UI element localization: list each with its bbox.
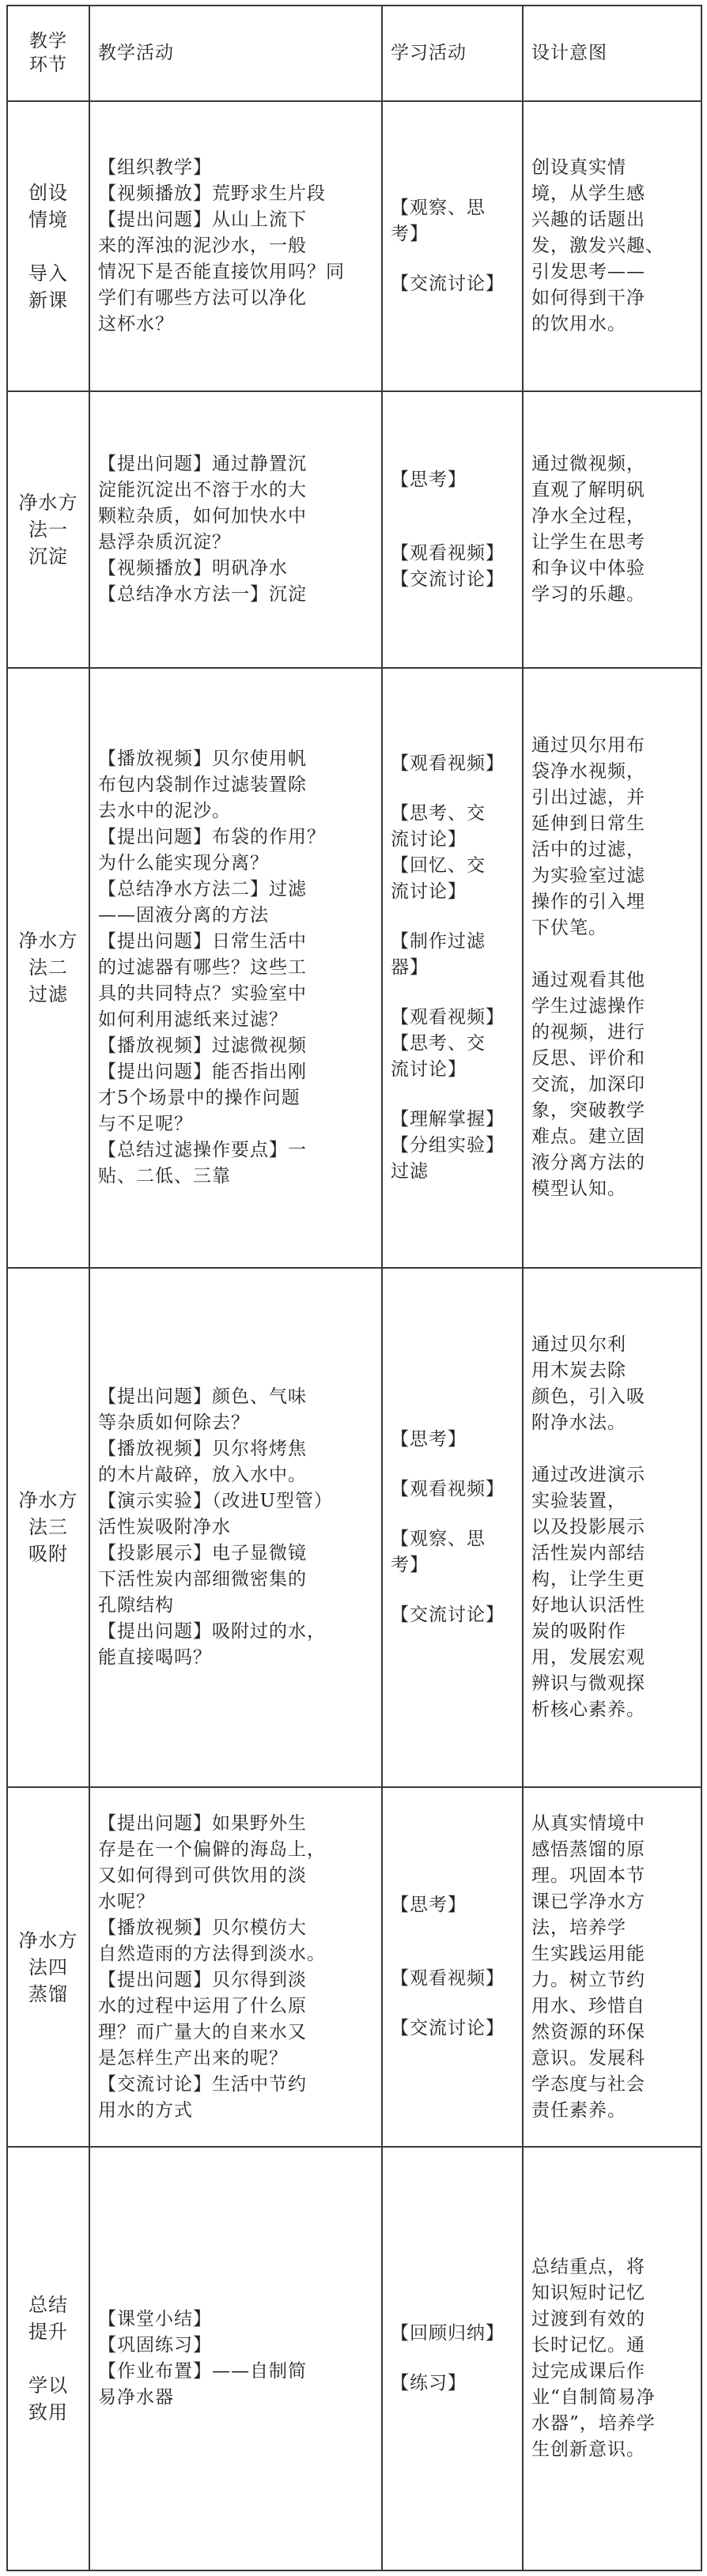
teaching-line: 贴、二低、三靠 [98,1165,231,1186]
teaching-line: 这杯水？ [98,314,174,335]
teaching-line: 【提出问题】颜色、气味 [98,1386,307,1407]
teaching-line: 【播放视频】贝尔模仿大 [98,1917,307,1938]
learning-line: 【理解掌握】 [391,1108,505,1130]
stage-line: 导入 [28,262,68,285]
learning-line: 【练习】 [391,2373,467,2394]
design-line: 感悟蒸馏的原 [531,1839,645,1860]
teaching-line: 的木片敲碎，放入水中。 [98,1464,307,1485]
stage-line: 致用 [28,2401,68,2424]
teaching-line: 【提出问题】从山上流下 [98,209,307,231]
design-line: 如何得到干净 [531,288,645,309]
design-line: 用水、珍惜自 [531,1995,645,2016]
lesson-plan-table [6,5,702,2571]
design-line: 过渡到有效的 [531,2309,645,2330]
learning-line: 【交流讨论】 [391,1604,505,1625]
teaching-activity-cell [89,391,382,668]
teaching-line: 来的浑浊的泥沙水，一般 [98,236,307,257]
teaching-line: 理？而广量大的自来水又 [98,2021,307,2042]
teaching-line: 存是在一个偏僻的海岛上， [98,1839,326,1860]
teaching-line: 情况下是否能直接饮用吗？同 [98,262,345,283]
stage-cell [7,101,89,391]
design-line: 通过观看其他 [531,970,645,991]
learning-line: 【回忆、交 [391,854,486,876]
teaching-line: 等杂质如何除去？ [98,1412,250,1433]
learning-activity-cell [382,668,523,1268]
design-line: 责任素养。 [531,2099,626,2121]
teaching-line: 下活性炭内部细微密集的 [98,1568,307,1590]
table-row [7,2147,701,2570]
stage-line: 法一 [28,519,68,541]
learning-line: 【观察、思考】 [391,1528,486,1575]
teaching-line: 【演示实验】（改进U型管） [98,1490,333,1511]
design-intent-cell [523,2147,701,2570]
stage-cell [7,391,89,668]
stage-line: 法二 [28,956,68,979]
line-gap [391,1918,514,1942]
table-header-row [7,6,701,101]
learning-line: 【观看视频】 [391,1968,505,1990]
line-gap [391,1503,514,1526]
line-gap [391,981,514,1005]
design-line: 通过贝尔利 [531,1333,626,1355]
design-line: 以及投影展示 [531,1516,645,1537]
design-line: 通过贝尔用布 [531,735,645,756]
stage-line: 净水方 [18,1489,78,1512]
teaching-line: 【提出问题】贝尔得到淡 [98,1969,307,1990]
design-line: 从真实情境中 [531,1812,645,1834]
design-intent-cell [523,391,701,668]
design-line: 辨识与微观探 [531,1673,645,1694]
learning-line: 【思考】 [391,469,467,490]
design-line: 的视频，进行 [531,1022,645,1043]
teaching-line: 【提出问题】能否指出刚 [98,1061,307,1082]
design-line: 引发思考—— [531,262,645,283]
teaching-line: 【视频播放】荒野求生片段 [98,183,326,205]
header-teaching-activity: 教学活动 [89,6,382,101]
teaching-activity-cell [89,668,382,1268]
line-gap [391,493,514,517]
design-line: 用木炭去除 [531,1360,626,1381]
learning-line: 【思考、交 [391,1032,486,1054]
teaching-line: 才5个场景中的操作问题 [98,1087,301,1108]
teaching-line: 【提出问题】通过静置沉 [98,454,307,475]
design-line: 活性炭内部结 [531,1542,645,1563]
teaching-line: 又如何得到可供饮用的淡 [98,1865,307,1886]
design-line: 实验装置， [531,1490,626,1511]
teaching-line: 为什么能实现分离？ [98,852,269,873]
design-line: 意识。发展科 [531,2047,645,2069]
learning-line: 流讨论】 [391,1058,467,1080]
teaching-line: 水呢？ [98,1891,155,1912]
teaching-line: 【提出问题】布袋的作用？ [98,826,326,847]
table-row [7,1268,701,1788]
line-gap [16,233,81,260]
learning-line: 【观察、思考】 [391,198,486,245]
design-line: 构，让学生更 [531,1568,645,1590]
table-row [7,101,701,391]
stage-line: 法四 [28,1956,68,1978]
design-intent-cell [523,1787,701,2147]
learning-activity-cell [382,2147,523,2570]
learning-line: 【观看视频】 [391,1478,505,1499]
design-line: 通过微视频， [531,454,645,475]
design-line: 析核心素养。 [531,1699,645,1720]
learning-line: 流讨论】 [391,881,467,902]
header-design-intent: 设计意图 [523,6,701,101]
line-gap [391,1083,514,1107]
learning-activity-cell [382,1268,523,1788]
design-intent-cell [523,668,701,1268]
teaching-line: 学们有哪些方法可以净化 [98,288,307,309]
design-line: 附净水法。 [531,1412,626,1433]
header-stage [7,6,89,101]
design-line: 炭的吸附作 [531,1620,626,1642]
stage-cell [7,1787,89,2147]
teaching-line: 易净水器 [98,2387,174,2408]
line-gap [391,1942,514,1966]
design-line: 知识短时记忆 [531,2283,645,2304]
teaching-line: 【视频播放】明矾净水 [98,558,288,579]
teaching-line: 【播放视频】贝尔使用帆 [98,748,307,769]
line-gap [391,1992,514,2016]
teaching-line: 【作业布置】——自制简 [98,2361,307,2382]
design-line: 象，突破教学 [531,1100,645,1122]
teaching-line: 【总结净水方法二】过滤 [98,878,307,900]
design-intent-cell [523,1268,701,1788]
teaching-line: 【课堂小结】 [98,2309,212,2330]
stage-line: 提升 [28,2321,68,2344]
design-line: 创设真实情 [531,157,626,179]
teaching-line: 如何利用滤纸来过滤？ [98,1009,288,1030]
line-gap [391,2347,514,2370]
stage-line: 蒸馏 [28,1982,68,2005]
learning-activity-cell [382,1787,523,2147]
learning-line: 【分组实验】 [391,1134,505,1156]
stage-line: 净水方 [18,930,78,952]
line-gap [391,1578,514,1602]
teaching-line: 【总结过滤操作要点】一 [98,1139,307,1160]
teaching-line: 是怎样生产出来的呢？ [98,2047,288,2069]
line-gap [391,247,514,271]
design-line: 的饮用水。 [531,314,626,335]
teaching-line: 的过滤器有哪些？这些工 [98,956,307,978]
line-gap [391,777,514,801]
teaching-line: 布包内袋制作过滤装置除 [98,774,307,795]
learning-line: 【交流讨论】 [391,2018,505,2039]
learning-line: 【思考、交 [391,802,486,824]
design-line: 交流，加深印 [531,1074,645,1096]
stage-line: 净水方 [18,492,78,515]
teaching-line: 【播放视频】贝尔将烤焦 [98,1438,307,1459]
learning-line: 【观看视频】 [391,752,505,774]
line-gap [391,517,514,541]
teaching-line: 去水中的泥沙。 [98,800,231,821]
teaching-line: 【组织教学】 [98,157,212,179]
teaching-line: 自然造雨的方法得到淡水。 [98,1943,326,1964]
design-line: 理。巩固本节 [531,1865,645,1886]
design-line: 净水全过程， [531,506,645,527]
design-line: 发，激发兴趣、 [531,236,664,257]
stage-line: 沉淀 [28,545,68,568]
header-stage-line: 环节 [29,55,67,76]
design-line: 下伏笔。 [531,918,607,939]
teaching-activity-cell [89,2147,382,2570]
design-line: 和争议中体验 [531,558,645,579]
design-intent-cell [523,101,701,391]
design-line: 用，发展宏观 [531,1646,645,1668]
teaching-activity-cell [89,1787,382,2147]
stage-line: 吸附 [28,1543,68,1566]
table-body [7,6,701,2570]
design-line: 学生过滤操作 [531,996,645,1017]
table-row [7,391,701,668]
design-line: 模型认知。 [531,1179,626,1200]
stage-line: 新课 [28,289,68,311]
learning-line: 【交流讨论】 [391,568,505,590]
teaching-line: 【播放视频】过滤微视频 [98,1035,307,1056]
learning-line: 【回顾归纳】 [391,2323,505,2344]
learning-line: 流讨论】 [391,828,467,850]
line-gap [531,941,693,967]
learning-line: 【思考】 [391,1895,467,1916]
design-line: 兴趣的话题出 [531,209,645,231]
design-line: 延伸到日常生 [531,813,645,835]
teaching-line: 颗粒杂质，如何加快水中 [98,506,307,527]
design-line: 生创新意识。 [531,2439,645,2461]
design-line: 好地认识活性 [531,1594,645,1616]
teaching-activity-cell [89,101,382,391]
table-row [7,668,701,1268]
design-line: 长时记忆。通 [531,2335,645,2356]
teaching-line: 孔隙结构 [98,1594,174,1616]
header-stage-line: 教学 [29,31,67,52]
learning-line: 【制作过滤器】 [391,930,486,978]
stage-line: 法三 [28,1516,68,1539]
teaching-line: 【总结净水方法一】沉淀 [98,584,307,605]
stage-line: 净水方 [18,1929,78,1952]
design-line: 活中的过滤， [531,839,645,861]
design-line: 境，从学生感 [531,183,645,205]
teaching-line: 【交流讨论】生活中节约 [98,2073,307,2095]
stage-line: 总结 [28,2294,68,2317]
stage-line: 情境 [28,208,68,231]
design-line: 过完成课后作 [531,2361,645,2382]
teaching-line: 【巩固练习】 [98,2335,212,2356]
design-line: 让学生在思考 [531,532,645,553]
teaching-line: 【提出问题】日常生活中 [98,930,307,952]
teaching-line: 【投影展示】电子显微镜 [98,1542,307,1563]
design-line: 难点。建立固 [531,1126,645,1148]
learning-line: 过滤 [391,1160,429,1182]
design-line: 通过改进演示 [531,1464,645,1485]
teaching-line: 悬浮杂质沉淀？ [98,532,231,553]
design-line: 课已学净水方 [531,1891,645,1912]
stage-cell [7,2147,89,2570]
teaching-line: 水的过程中运用了什么原 [98,1995,307,2016]
design-line: 然资源的环保 [531,2021,645,2042]
teaching-line: 【提出问题】吸附过的水， [98,1620,326,1642]
design-line: 生实践运用能 [531,1943,645,1964]
teaching-line: 【提出问题】如果野外生 [98,1812,307,1834]
design-line: 颜色，引入吸 [531,1386,645,1407]
line-gap [531,1436,693,1462]
design-line: 液分离方法的 [531,1152,645,1174]
design-line: 法，培养学 [531,1917,626,1938]
learning-activity-cell [382,101,523,391]
learning-line: 【观看视频】 [391,1006,505,1028]
teaching-activity-cell [89,1268,382,1788]
teaching-line: 淀能沉淀出不溶于水的大 [98,480,307,501]
header-learning-activity: 学习活动 [382,6,523,101]
teaching-line: 用水的方式 [98,2099,193,2121]
design-line: 学态度与社会 [531,2073,645,2095]
design-line: 力。树立节约 [531,1969,645,1990]
line-gap [391,1453,514,1477]
line-gap [16,2345,81,2372]
design-line: 袋净水视频， [531,761,645,783]
learning-line: 【观看视频】 [391,542,505,564]
learning-activity-cell [382,391,523,668]
design-line: 学习的乐趣。 [531,584,645,605]
learning-line: 【交流讨论】 [391,273,505,295]
stage-line: 创设 [28,181,68,204]
teaching-line: 与不足呢？ [98,1113,193,1134]
teaching-line: 具的共同特点？实验室中 [98,983,307,1004]
stage-line: 过滤 [28,983,68,1006]
teaching-line: 活性炭吸附净水 [98,1516,231,1537]
stage-cell [7,668,89,1268]
table-row [7,1787,701,2147]
design-line: 业“自制简易净 [531,2387,656,2408]
learning-line: 【思考】 [391,1428,467,1450]
teaching-line: 能直接喝吗？ [98,1646,212,1668]
design-line: 水器”，培养学 [531,2413,656,2435]
design-line: 操作的引入埋 [531,892,645,913]
design-line: 总结重点，将 [531,2257,645,2278]
stage-line: 学以 [28,2374,68,2397]
design-line: 为实验室过滤 [531,866,645,887]
design-line: 引出过滤，并 [531,787,645,809]
line-gap [391,905,514,929]
stage-cell [7,1268,89,1788]
design-line: 反思、评价和 [531,1048,645,1069]
design-line: 直观了解明矾 [531,480,645,501]
teaching-line: ——固液分离的方法 [98,904,269,926]
